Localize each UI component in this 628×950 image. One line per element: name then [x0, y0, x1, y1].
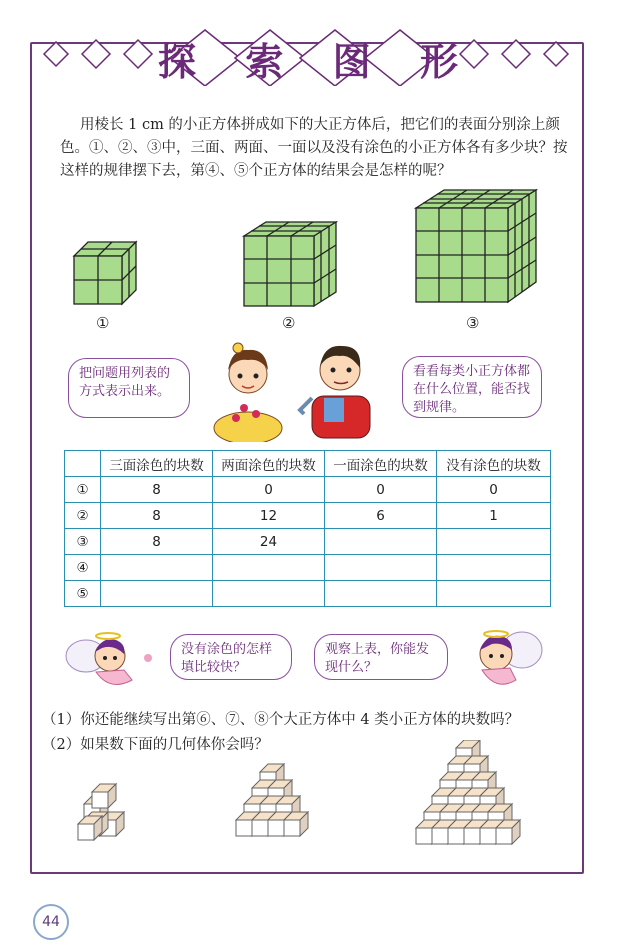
table-cell: 0: [213, 477, 325, 503]
children-illustration: [200, 338, 400, 442]
table-cell[interactable]: [325, 581, 437, 607]
table-cell: 0: [325, 477, 437, 503]
row-label: ④: [65, 555, 101, 581]
table-cell[interactable]: [437, 555, 551, 581]
table-cell[interactable]: [437, 581, 551, 607]
table-row: [65, 529, 551, 555]
cube-2-label: ②: [282, 314, 296, 332]
table-header: 没有涂色的块数: [437, 451, 551, 477]
cube-2-front: [244, 236, 314, 306]
girl-figure: [214, 343, 282, 442]
title-char: 探: [158, 38, 197, 84]
table-cell[interactable]: [325, 555, 437, 581]
table-corner-cell: [65, 451, 101, 477]
table-row: [65, 477, 551, 503]
angel-right-illustration: [456, 620, 546, 696]
title-char: 形: [419, 38, 458, 84]
page-title: [158, 34, 458, 82]
boy-figure: [300, 346, 370, 438]
pyramid-small: [78, 784, 124, 840]
angel-left-illustration: [62, 626, 162, 696]
cube-3-label: ③: [466, 314, 480, 332]
intro-paragraph: 用棱长 1 cm 的小正方体拼成如下的大正方体后，把它们的表面分别涂上颜色。①、②、③中，三面、两面、一面以及没有涂色的小正方体各有多少块？按这样的规律摆下去，第④、⑤个正方体的结果会是怎样的呢？: [60, 117, 568, 179]
table-cell: 6: [325, 503, 437, 529]
table-row: [65, 503, 551, 529]
cube-1-label: ①: [96, 314, 110, 332]
title-char: 索: [245, 38, 284, 84]
row-label: ②: [65, 503, 101, 529]
table-cell[interactable]: [213, 555, 325, 581]
cube-illustrations: [60, 188, 580, 313]
question-1: （1）你还能继续写出第⑥、⑦、⑧个大正方体中 4 类小正方体的块数吗？: [42, 712, 520, 728]
boy-speech-bubble: 看看每类小正方体都在什么位置，能否找到规律。: [402, 356, 542, 418]
table-cell: 1: [437, 503, 551, 529]
row-label: ③: [65, 529, 101, 555]
table-cell[interactable]: [101, 581, 213, 607]
page-number: 44: [33, 904, 69, 940]
row-label: ⑤: [65, 581, 101, 607]
table-cell[interactable]: [101, 555, 213, 581]
table-header: 两面涂色的块数: [213, 451, 325, 477]
girl-speech-bubble: 把问题用列表的方式表示出来。: [68, 358, 190, 418]
pyramid-large: [416, 740, 520, 844]
table-cell: 24: [213, 529, 325, 555]
cube-2-side: [314, 222, 336, 306]
table-cell: 0: [437, 477, 551, 503]
table-header-row: [65, 451, 551, 477]
pyramid-medium: [236, 764, 308, 836]
table-header: 一面涂色的块数: [325, 451, 437, 477]
cube-pyramids: [60, 740, 560, 852]
table-cell: 8: [101, 503, 213, 529]
table-cell[interactable]: [213, 581, 325, 607]
table-header: 三面涂色的块数: [101, 451, 213, 477]
table-row: [65, 581, 551, 607]
title-char: 图: [332, 38, 371, 84]
table-cell: 8: [101, 477, 213, 503]
angel-right-speech-bubble: 观察上表，你能发现什么？: [314, 634, 448, 680]
table-row: [65, 555, 551, 581]
table-cell[interactable]: [325, 529, 437, 555]
row-label: ①: [65, 477, 101, 503]
question-2: （2）如果数下面的几何体你会吗？: [42, 737, 269, 753]
table-cell: 12: [213, 503, 325, 529]
paint-count-table: [64, 450, 551, 607]
table-cell: 8: [101, 529, 213, 555]
angel-left-speech-bubble: 没有涂色的怎样填比较快？: [170, 634, 292, 680]
table-cell[interactable]: [437, 529, 551, 555]
